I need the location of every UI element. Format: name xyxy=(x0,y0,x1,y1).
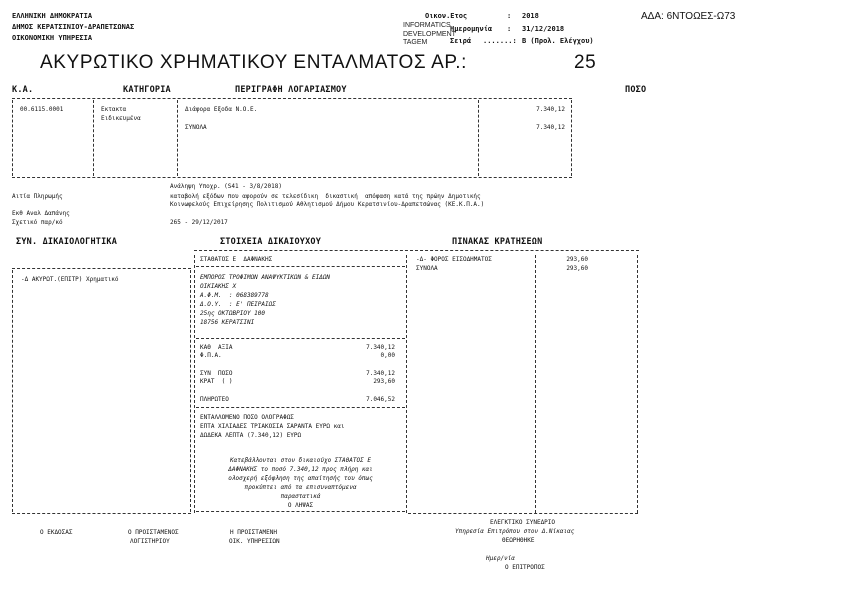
certify-line: Κατεβάλλονται στον δικαιούχο ΣΤΑΘΑΤΟΣ Ε xyxy=(230,457,371,464)
court-commissioner: Ο ΕΠΙΤΡΟΠΟΣ xyxy=(505,564,545,571)
ada-code: ΑΔΑ: 6ΝΤΟΩΕΣ-Ω73 xyxy=(641,11,736,22)
section-beneficiary: ΣΤΟΙΧΕΙΑ ΔΙΚΑΙΟΥΧΟΥ xyxy=(220,237,322,247)
sig-head-accounting-unit: ΛΟΓΙΣΤΗΡΙΟΥ xyxy=(130,538,170,545)
col-header-ka: Κ.Α. xyxy=(12,85,34,95)
col-header-category: ΚΑΤΗΓΟΡΙΑ xyxy=(123,85,171,95)
section-rule xyxy=(194,250,639,251)
docs-item: -Δ ΑΚΥΡΩΤ.(ΕΠΙΤΡ) Χρηματικό xyxy=(21,276,119,283)
court-approved: ΘΕΩΡΗΘΗΚΕ xyxy=(502,537,535,544)
watermark-informatics: INFORMATICS xyxy=(403,22,451,29)
account-amount: 7.340,12 xyxy=(536,106,565,113)
org-municipality: ΔΗΜΟΣ ΚΕΡΑΤΣΙΝΙΟΥ-ΔΡΑΠΕΤΣΩΝΑΣ xyxy=(12,23,135,31)
exec-label: Εκθ Αναλ Δαπάνης xyxy=(12,210,70,217)
amounts-top-rule xyxy=(196,338,405,339)
table-vline xyxy=(93,100,94,176)
amount-payable-label: ΠΛΗΡΩΤΕΟ xyxy=(200,396,229,403)
amount-net-label: ΚΑΘ ΑΞΙΑ xyxy=(200,344,233,351)
commitment-line: Ανάληψη Υποχρ. (S41 - 3/8/2018) xyxy=(170,183,282,190)
beneficiary-line: ΟΙΚΙΑΚΗΣ Χ xyxy=(200,283,237,290)
deductions-vline xyxy=(637,255,638,513)
words-line: ΔΩΔΕΚΑ ΛΕΠΤΑ (7.340,12) ΕΥΡΩ xyxy=(200,432,302,439)
beneficiary-vline xyxy=(406,255,407,513)
related-label: Σχετικό παρ/κό xyxy=(12,219,63,226)
table-bottom-rule xyxy=(12,177,572,178)
beneficiary-vline xyxy=(194,255,195,513)
amount-sum-value: 7.340,12 xyxy=(366,370,395,377)
certify-line: προκύπτει από τα επισυναπτόμενα xyxy=(244,484,357,491)
org-country: ΕΛΛΗΝΙΚΗ ΔΗΜΟΚΡΑΤΙΑ xyxy=(12,12,93,20)
amount-deduction-value: 293,60 xyxy=(373,378,395,385)
total-amount: 7.340,12 xyxy=(536,124,565,131)
beneficiary-bottom-rule xyxy=(196,511,405,512)
document-number: 25 xyxy=(574,52,597,73)
related-value: 265 - 29/12/2017 xyxy=(170,219,228,226)
series-label: Σειρά xyxy=(450,37,472,45)
total-label: ΣΥΝΟΛΑ xyxy=(185,124,207,131)
docs-vline xyxy=(190,270,191,512)
beneficiary-city: 18756 ΚΕΡΑΤΣΙΝΙ xyxy=(200,319,255,326)
table-vline xyxy=(478,100,479,176)
beneficiary-address: 25ης ΟΚΤΩΒΡΙΟΥ 100 xyxy=(200,310,266,317)
court-date-label: Ημερ/νία xyxy=(486,555,515,562)
deduction-tax-value: 293,60 xyxy=(566,256,588,263)
deductions-vline xyxy=(535,255,536,513)
document-title: ΑΚΥΡΩΤΙΚΟ ΧΡΗΜΑΤΙΚΟΥ ΕΝΤΑΛΜΑΤΟΣ ΑΡ.: xyxy=(40,52,467,73)
beneficiary-name: ΣΤΑΘΑΤΟΣ Ε ΔΑΦΝΑΚΗΣ xyxy=(200,256,273,263)
fiscal-year-label: Οικον.Ετος xyxy=(425,12,468,20)
beneficiary-doy: Δ.Ο.Υ. : Ε' ΠΕΙΡΑΙΩΣ xyxy=(200,301,276,308)
docs-bottom-rule xyxy=(12,513,191,514)
col-header-description: ΠΕΡΙΓΡΑΦΗ ΛΟΓΑΡΙΑΣΜΟΥ xyxy=(235,85,347,95)
sig-issuer: Ο ΕΚΔΟΣΑΣ xyxy=(40,529,73,536)
receiver-label: Ο ΛΗΨΑΣ xyxy=(287,502,314,509)
docs-vline xyxy=(12,270,13,512)
amount-deduction-label: ΚΡΑΤ ( ) xyxy=(200,378,233,385)
deduction-tax-label: -Δ- ΦΟΡΟΣ ΕΙΣΟΔΗΜΑΤΟΣ xyxy=(416,256,492,263)
amount-net-value: 7.340,12 xyxy=(366,344,395,351)
amount-vat-value: 0,00 xyxy=(380,352,395,359)
cause-text-2: Κοινωφελούς Επιχείρησης Πολιτισμού Αθλητισμού Δήμου Κερατσινίου-Δραπετσώνας (ΚΕ.Κ.Π.Α.) xyxy=(170,201,485,208)
words-top-rule xyxy=(196,407,405,408)
account-description: Διάφορα Εξοδα Ν.Ο.Ε. xyxy=(185,106,258,113)
words-line: ΕΠΤΑ ΧΙΛΙΑΔΕΣ ΤΡΙΑΚΟΣΙΑ ΣΑΡΑΝΤΑ ΕΥΡΩ και xyxy=(200,423,345,430)
certify-line: παραστατικά xyxy=(280,493,321,500)
deduction-total-value: 293,60 xyxy=(566,265,588,272)
category-line2: Ειδικευμένα xyxy=(101,115,141,122)
deductions-bottom-rule xyxy=(408,513,638,514)
series-value: Β (Προλ. Ελέγχου) xyxy=(522,37,594,45)
sig-head-accounting: Ο ΠΡΟΙΣΤΑΜΕΝΟΣ xyxy=(128,529,179,536)
watermark-tagem: TAGEM xyxy=(403,39,428,46)
deduction-total-label: ΣΥΝΟΛΑ xyxy=(416,265,438,272)
table-vline xyxy=(571,100,572,176)
table-vline xyxy=(12,100,13,176)
certify-line: ολοσχερή εξόφληση της απαίτησής του όπως xyxy=(228,475,373,482)
amount-vat-label: Φ.Π.Α. xyxy=(200,352,222,359)
section-docs: ΣΥΝ. ΔΙΚΑΙΟΛΟΓΗΤΙΚΑ xyxy=(16,237,118,247)
beneficiary-line: ΕΜΠΟΡΟΣ ΤΡΟΦΙΜΩΝ ΑΝΑΨΥΚΤΙΚΩΝ & ΕΙΔΩΝ xyxy=(200,274,331,281)
watermark-development: DEVELOPMENT xyxy=(403,31,456,38)
sig-head-finance-unit: ΟΙΚ. ΥΠΗΡΕΣΙΩΝ xyxy=(229,538,280,545)
cause-text-1: καταβολή εξόδων που αφορούν σε τελεσίδικη δικαστική απόφαση κατά της πρώην Δημοτικής xyxy=(170,193,481,200)
sig-head-finance: Η ΠΡΟΙΣΤΑΜΕΝΗ xyxy=(230,529,277,536)
certify-line: ΔΑΦΝΑΚΗΣ το ποσό 7.340,12 προς πλήρη και xyxy=(228,466,373,473)
date-label: Ημερομηνία xyxy=(450,25,493,33)
fiscal-year: 2018 xyxy=(522,12,539,20)
court-title: ΕΛΕΓΚΤΙΚΟ ΣΥΝΕΔΡΙΟ xyxy=(490,519,556,526)
org-service: ΟΙΚΟΝΟΜΙΚΗ ΥΠΗΡΕΣΙΑ xyxy=(12,34,93,42)
cause-label: Αιτία Πληρωμής xyxy=(12,193,63,200)
amount-payable-value: 7.046,52 xyxy=(366,396,395,403)
amount-sum-label: ΣΥΝ ΠΟΣΟ xyxy=(200,370,233,377)
beneficiary-afm: Α.Φ.Μ. : 068389778 xyxy=(200,292,269,299)
beneficiary-name-rule xyxy=(196,266,405,267)
words-heading: ΕΝΤΑΛΛΟΜΕΝΟ ΠΟΣΟ ΟΛΟΓΡΑΦΩΣ xyxy=(200,414,294,421)
date-value: 31/12/2018 xyxy=(522,25,565,33)
col-header-amount: ΠΟΣΟ xyxy=(625,85,647,95)
ka-code: 00.6115.0001 xyxy=(20,106,64,113)
section-deductions: ΠΙΝΑΚΑΣ ΚΡΑΤΗΣΕΩΝ xyxy=(452,237,543,247)
table-top-rule xyxy=(12,98,572,99)
table-vline xyxy=(177,100,178,176)
court-service: Υπηρεσία Επιτρόπου στον Δ.Νίκαιας xyxy=(455,528,575,535)
category-line1: Εκτακτα xyxy=(101,106,127,113)
docs-top-rule xyxy=(12,268,191,269)
